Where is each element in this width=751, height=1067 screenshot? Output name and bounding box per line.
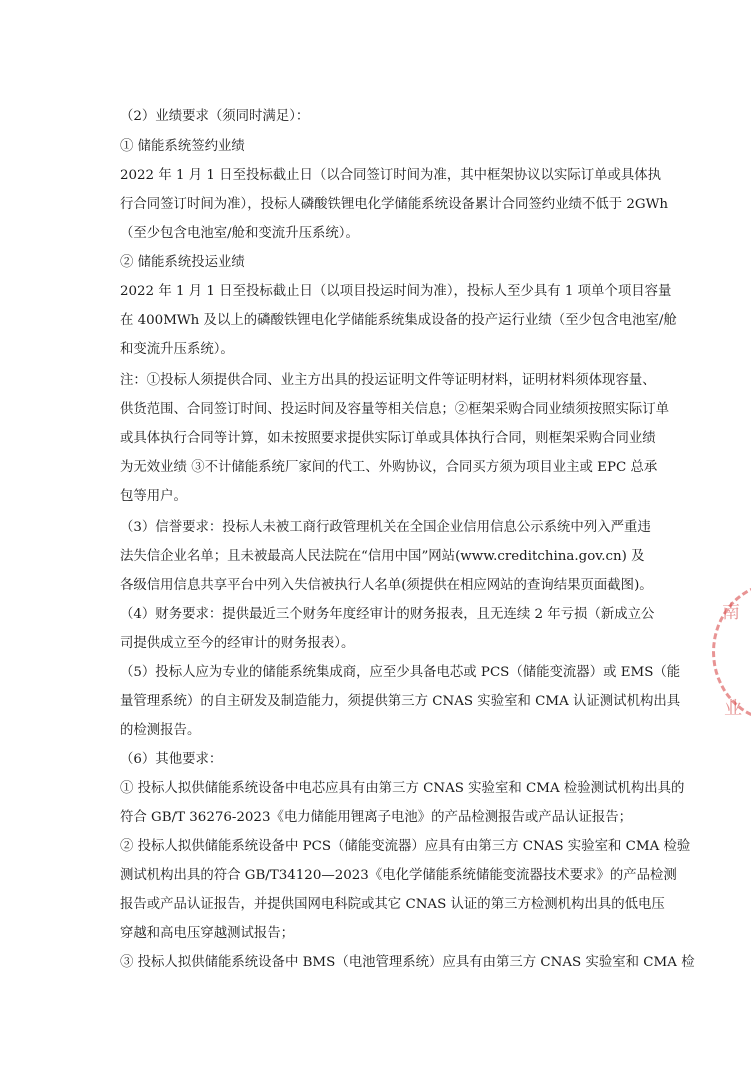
red-seal-stamp bbox=[712, 576, 751, 736]
paragraph-line: 报告或产品认证报告，并提供国网电科院或其它 CNAS 认证的第三方检测机构出具的低电压 bbox=[120, 897, 665, 912]
subsection-heading: ② 储能系统投运业绩 bbox=[120, 255, 245, 270]
paragraph-line: 司提供成立至今的经审计的财务报表）。 bbox=[120, 636, 355, 651]
paragraph-line: ② 投标人拟供储能系统设备中 PCS（储能变流器）应具有由第三方 CNAS 实验室和 CMA 检验 bbox=[120, 839, 691, 854]
section-heading: （2）业绩要求（须同时满足）： bbox=[120, 109, 310, 124]
note-line: 或具体执行合同等计算，如未按照要求提供实际订单或具体执行合同，则框架采购合同业绩 bbox=[120, 431, 656, 446]
paragraph-line: 穿越和高电压穿越测试报告； bbox=[120, 926, 295, 941]
paragraph-line: （5）投标人应为专业的储能系统集成商，应至少具备电芯或 PCS（储能变流器）或 EMS（能 bbox=[120, 665, 681, 680]
seal-char: 业 bbox=[724, 698, 742, 719]
paragraph-line: （4）财务要求：提供最近三个财务年度经审计的财务报表，且无连续 2 年亏损（新成立公 bbox=[120, 607, 655, 622]
note-line: 注：①投标人须提供合同、业主方出具的投运证明文件等证明材料，证明材料须体现容量、 bbox=[120, 373, 656, 388]
note-line: 包等用户。 bbox=[120, 489, 187, 504]
paragraph-line: ① 投标人拟供储能系统设备中电芯应具有由第三方 CNAS 实验室和 CMA 检验测试机构出具的 bbox=[120, 781, 685, 796]
note-line: 为无效业绩 ③不计储能系统厂家间的代工、外购协议，合同买方须为项目业主或 EPC 总承 bbox=[120, 460, 658, 475]
subsection-heading: ① 储能系统签约业绩 bbox=[120, 139, 245, 154]
section-heading: （6）其他要求： bbox=[120, 752, 223, 767]
note-line: 供货范围、合同签订时间、投运时间及容量等相关信息；②框架采购合同业绩须按照实际订单 bbox=[120, 402, 670, 417]
paragraph-line: 2022 年 1 月 1 日至投标截止日（以项目投运时间为准），投标人至少具有 1 项单个项目容量 bbox=[120, 284, 672, 299]
paragraph-line: 行合同签订时间为准），投标人磷酸铁锂电化学储能系统设备累计合同签约业绩不低于 2GWh bbox=[120, 197, 669, 212]
paragraph-line: 的检测报告。 bbox=[120, 723, 201, 738]
paragraph-line: 2022 年 1 月 1 日至投标截止日（以合同签订时间为准，其中框架协议以实际订单或具体执 bbox=[120, 168, 662, 183]
paragraph-line: 量管理系统）的自主研发及制造能力，须提供第三方 CNAS 实验室和 CMA 认证测试机构出具 bbox=[120, 694, 681, 709]
paragraph-line: 符合 GB/T 36276-2023《电力储能用锂离子电池》的产品检测报告或产品认证报告； bbox=[120, 810, 633, 825]
paragraph-line: 测试机构出具的符合 GB/T34120—2023《电化学储能系统储能变流器技术要求》的产品检测 bbox=[120, 868, 677, 883]
paragraph-line: 法失信企业名单；且未被最高人民法院在“信用中国”网站(www.creditchina.gov.cn) 及 bbox=[120, 549, 645, 564]
paragraph-line: ③ 投标人拟供储能系统设备中 BMS（电池管理系统）应具有由第三方 CNAS 实验室和 CMA 检 bbox=[120, 955, 695, 970]
paragraph-line: （至少包含电池室/舱和变流升压系统）。 bbox=[120, 226, 359, 241]
paragraph-line: 和变流升压系统）。 bbox=[120, 342, 234, 357]
seal-char: 南 bbox=[722, 602, 740, 623]
paragraph-line: 各级信用信息共享平台中列入失信被执行人名单(须提供在相应网站的查询结果页面截图)。 bbox=[120, 578, 653, 593]
paragraph-line: 在 400MWh 及以上的磷酸铁锂电化学储能系统集成设备的投产运行业绩（至少包含电池室/舱 bbox=[120, 313, 677, 328]
paragraph-line: （3）信誉要求：投标人未被工商行政管理机关在全国企业信用信息公示系统中列入严重违 bbox=[120, 520, 651, 535]
